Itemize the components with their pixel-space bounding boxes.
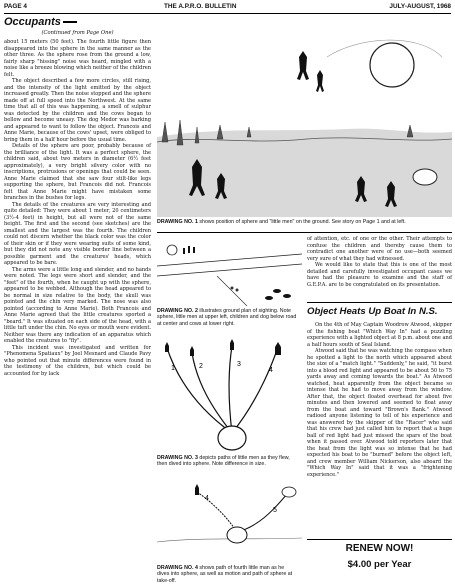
paragraph: Atwood said that he was watching the compass when he spotted a light to the north which appeared about the size of a "match light." "Suddenly," he said, "it burst into a blood red light and appeared to be about 50 to 75 yards away and coming towards the boat." As Atwood watched, heat apparently from the object became so intense that he had to move away from the window. After that, the object floated overhead for about five minutes and then lowered and seemed to float away from the boat and toward "Brown's Bank." Atwood radioed anyone listening to tell of his experience and was answered by the skipper of the "Racer" who said that his crew had just called him to report that a huge ball of red light had just missed the spars of the boat when it passed over. Atwood told reporters later that the heat from the light was so intense that he had expected his boat to be "burned" before the object left, and crew member William Nickerson, also aboard the "Which Way In" said that it was a "frightening experience." (307, 348, 452, 478)
article-title: Occupants (4, 16, 151, 28)
drawing-3-flight-paths (157, 338, 302, 453)
publication-title: THE A.P.R.O. BULLETIN (164, 3, 237, 10)
caption-rule (157, 232, 452, 233)
drawing-2-ground-plan (157, 236, 302, 306)
drawing-3-caption: DRAWING NO. 3 depicts paths of little men as they flew, then dived into sphere. Note difference in size. (157, 455, 290, 468)
path-label: 4 (269, 367, 273, 374)
paragraph: The arms were a little long and slender, and no hands were noted. The legs were short and slender, and the "feet" of the fourth, when he caught up with the sphere, appeared to be webbed. Although the head appeared to be normal in size relative to the body, the skull was pointed and the chin very marked. The nose was also pointed (according to Anne Marie). Both Francois and Anne Marie agreed that the little creatures sported a "beard." It was situated on each side of the head, with a little tuft under the chin. No eyes or mouth were evident. Neither was there any indication of an apparatus which enabled the creatures to "fly". (4, 266, 151, 344)
paragraph: of attention, etc. of one or the other. Their attempts to confuse the children and thereby cause them to contradict one another were of no use—both seemed very sure of what they had witnessed. (307, 236, 452, 262)
renew-heading: RENEW NOW! (345, 543, 414, 554)
path-label: 2 (199, 363, 203, 370)
page-number: PAGE 4 (4, 3, 27, 10)
continued-note: (Continued from Page One) (41, 30, 114, 36)
header-rule (4, 13, 451, 14)
drawing-4-takeoff (157, 482, 302, 562)
issue-date: JULY-AUGUST, 1968 (389, 3, 451, 10)
article-boat-column (307, 306, 452, 478)
drawing-1-illustration (157, 17, 452, 217)
path-label: 4 (205, 495, 209, 502)
section-rule (307, 302, 452, 303)
renew-price: $4.00 per Year (347, 559, 412, 570)
path-label: 1 (171, 365, 175, 372)
paragraph: about 15 meters (50 feet). The fourth little figure then disappeared into the sphere in the same manner as the other three. As the sphere rose from the ground a low, fairly sharp "hissing" noise was heard, mingled with a noise like a breeze blowing which neither of the children felt. (4, 39, 151, 78)
paragraph: The details of the creatures are very interesting and quite detailed: They were about 1 meter, 20 centimeters (3½-4 feet) in height, but all were not of the same height. The first and the second (see sketches) are the smallest and the largest was the fourth. The children could not discern whether the black color was the color of their skin or if they were wearing suits of some kind, but they did not note any visible border line between a possible garment and the creatures' heads, which appeared to be bare. (4, 201, 151, 266)
article-title-boat: Object Heats Up Boat In N.S. (307, 306, 438, 317)
drawing-2-caption: DRAWING NO. 2 illustrates ground plan of sighting. Note sphere, little men at upper left, children and dog below road at center and cows at lower right. (157, 308, 297, 327)
page-header (4, 3, 451, 13)
paragraph: The object described a few more circles, still rising, and the intensity of the light emitted by the object increased greatly. Then the noise stopped and the sphere made off at full speed into the Northwest. At the same time that all of this was happening, a smell of sulphur was detected by the children and the cows began to bellow and become uneasy. The dog Medor was barking and appeared to want to follow the object. Francois and Anne Marie, because of the cows' upset, were obliged to bring them in a half hour before the usual time. (4, 78, 151, 143)
drawing-1-caption: DRAWING NO. 1 shows position of sphere and "little men" on the ground. See story on Page 1 and at left. (157, 219, 406, 225)
paragraph: On the 4th of May Captain Woodrow Atwood, skipper of the fishing boat "Which Way In" had a puzzling experience with a lighted object at 8 p.m. about one and a half hours south of Seal Island. (307, 322, 452, 348)
paragraph: Details of the sphere are poor, probably because of the brilliance of the light. It was a perfect sphere, the children said, about two meters in diameter (6½ feet approximately), a very bright silvery color with no inscriptions, protrusions or openings that could be seen. Anne Marie claimed that she saw four stilt-like legs supporting the sphere, but Francois did not. Francois felt that Anne Marie might have mistaken some branches in the bushes for legs. (4, 143, 151, 201)
path-label: 3 (237, 361, 241, 368)
drawing-4-caption: DRAWING NO. 4 shows path of fourth little man as he dives into sphere, as well as motion and path of sphere at take-off. (157, 565, 293, 584)
renew-box (307, 543, 452, 570)
paragraph: This incident was investigated and written for "Phenomena Spatiaux" by Joel Mesnard and Claude Pavy who pointed out that minute differences were found in the testimony of the children, but which could be accounted for by lack (4, 344, 151, 377)
paragraph: We would like to state that this is one of the most detailed and carefully investigated occupant cases we have had the pleasure to examine and the staff of G.E.P.A. are to be congratulated on its presentation. (307, 262, 452, 288)
renew-rule (307, 539, 452, 540)
article-continuation-column (307, 236, 452, 288)
article-occupants-column (4, 16, 151, 377)
path-label: 5 (273, 507, 277, 514)
